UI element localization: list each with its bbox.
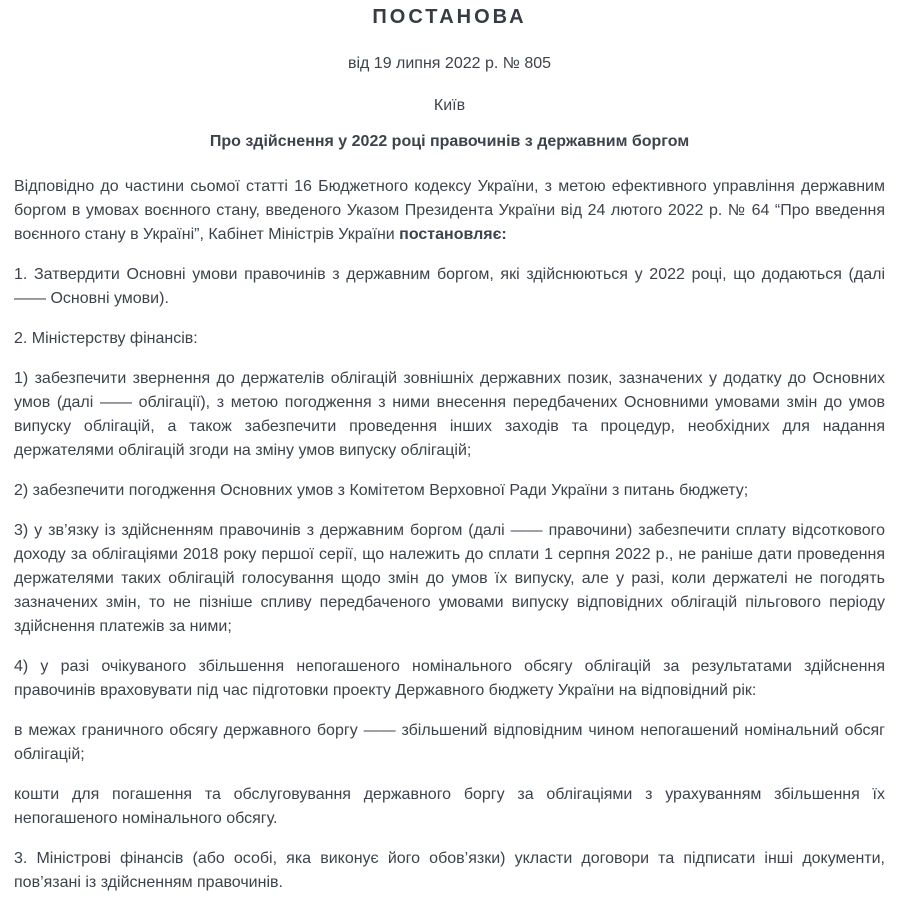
subparagraph-3: 3) у зв’язку із здійсненням правочинів з державним боргом (далі —— правочини) забезпечити сплату відсоткового доходу за облігаціями 2018 року першої серії, що належить до сплати 1 серпня 2022 р., не раніше дати проведення держателями таких облігацій голосування щодо змін до умов їх випуску, але у разі, коли держателі не погодять зазначених змін, то не пізніше спливу передбаченого умовами випуску відповідних облігацій пільгового періоду здійснення платежів за ними; xyxy=(14,522,885,635)
subparagraph-4-indent-debt-limit: в межах граничного обсягу державного боргу —— збільшений відповідним чином непогашений номінальний обсяг облігацій; xyxy=(14,722,885,763)
paragraph-item-3: 3. Міністрові фінансів (або особі, яка виконує його обов’язки) укласти договори та підписати інші документи, пов’язані із здійсненням правочинів. xyxy=(14,850,885,891)
subparagraph-1: 1) забезпечити звернення до держателів облігацій зовнішніх державних позик, зазначених у додатку до Основних умов (далі —— облігації), з метою погодження з ними внесення передбачених Основними умовами змін до умов випуску облігацій, а також забезпечити проведення інших заходів та процедур, необхідних для надання держателями облігацій згоди на зміну умов випуску облігацій; xyxy=(14,370,885,459)
subparagraph-4-indent-funds: кошти для погашення та обслуговування державного боргу за облігаціями з урахуванням збільшення їх непогашеного номінального обсягу. xyxy=(14,786,885,827)
subparagraph-2: 2) забезпечити погодження Основних умов з Комітетом Верховної Ради України з питань бюджету; xyxy=(14,482,749,499)
doc-city: Київ xyxy=(433,97,466,114)
document-page xyxy=(0,6,899,921)
subparagraph-4: 4) у разі очікуваного збільшення непогашеного номінального обсягу облігацій за результатами здійснення правочинів враховувати під час підготовки проекту Державного бюджету України на відповідний рік: xyxy=(14,658,885,699)
doc-date-number: від 19 липня 2022 р. № 805 xyxy=(347,55,552,72)
doc-type-title: ПОСТАНОВА xyxy=(372,6,527,28)
paragraph-intro-resolves-bold: постановляє: xyxy=(399,226,507,243)
doc-subject-title: Про здійснення у 2022 році правочинів з державним боргом xyxy=(209,133,690,150)
paragraph-item-1: 1. Затвердити Основні умови правочинів з державним боргом, які здійснюються у 2022 році, що додаються (далі —— Основні умови). xyxy=(14,266,885,307)
paragraph-intro xyxy=(14,175,885,247)
paragraph-item-2: 2. Міністерству фінансів: xyxy=(14,330,198,347)
paragraph-intro-text: Відповідно до частини сьомої статті 16 Бюджетного кодексу України, з метою ефективного управління державним боргом в умовах воєнного стану, введеного Указом Президента України від 24 лютого 2022 р. № 64 “Про введення воєнного стану в Україні”, Кабінет Міністрів України xyxy=(14,178,885,243)
